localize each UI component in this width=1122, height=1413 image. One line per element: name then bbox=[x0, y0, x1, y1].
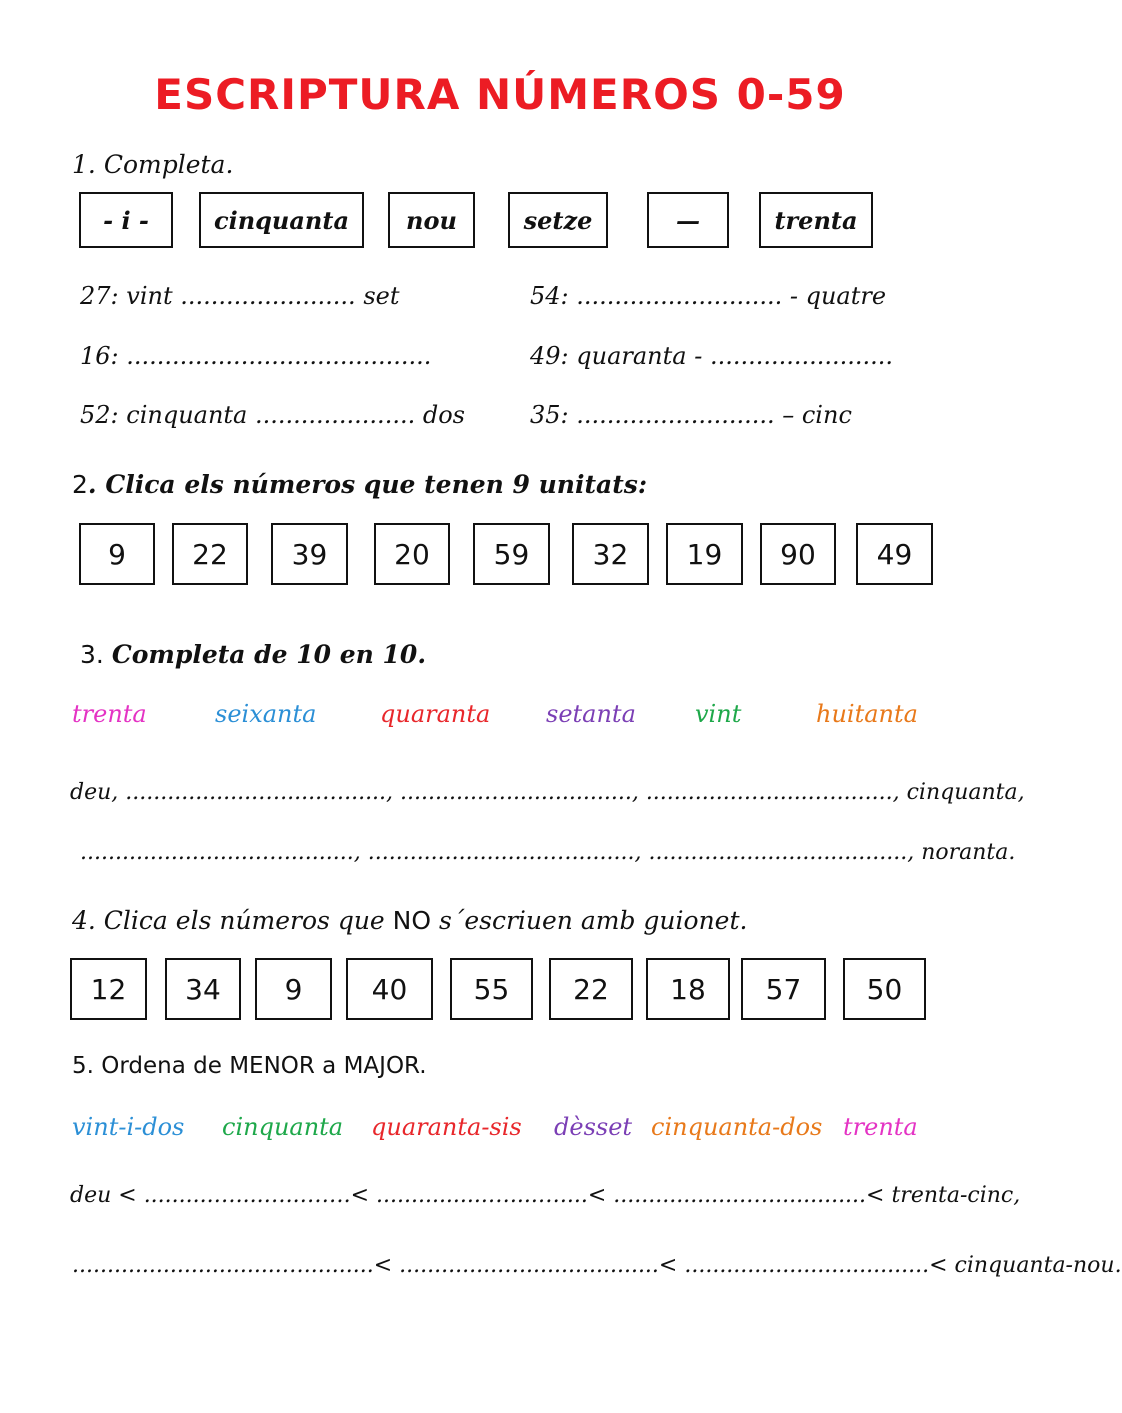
exercise-3-number: 3. bbox=[80, 640, 112, 669]
word-box-i[interactable]: - i - bbox=[79, 192, 173, 248]
exercise-3-label: Completa de 10 en 10. bbox=[111, 640, 427, 669]
number-box-50[interactable]: 50 bbox=[843, 958, 926, 1020]
number-box-39[interactable]: 39 bbox=[271, 523, 348, 585]
tens-sequence-line-2[interactable]: ..........................….........., ..........................…........., ....................................., noranta. bbox=[80, 840, 1016, 865]
order-word-desset[interactable]: dèsset bbox=[554, 1113, 633, 1141]
number-box-9b[interactable]: 9 bbox=[255, 958, 332, 1020]
word-box-setze[interactable]: setze bbox=[508, 192, 608, 248]
tens-word-quaranta[interactable]: quaranta bbox=[380, 700, 491, 728]
word-box-dash[interactable]: — bbox=[647, 192, 729, 248]
number-box-22b[interactable]: 22 bbox=[549, 958, 633, 1020]
tens-word-seixanta[interactable]: seixanta bbox=[215, 700, 317, 728]
exercise-5-heading: 5. Ordena de MENOR a MAJOR. bbox=[72, 1053, 427, 1079]
fill-item-35[interactable]: 35: .......................... – cinc bbox=[530, 401, 852, 429]
tens-sequence-line-1[interactable]: deu, ...................…......…......, ............….................., ..............….......…........, cinquanta, bbox=[70, 780, 1025, 805]
order-word-cinquanta[interactable]: cinquanta bbox=[222, 1113, 344, 1141]
number-box-19[interactable]: 19 bbox=[666, 523, 743, 585]
number-box-57[interactable]: 57 bbox=[741, 958, 826, 1020]
exercise-4-heading bbox=[72, 906, 747, 935]
fill-item-49[interactable]: 49: quaranta - ........................ bbox=[530, 342, 894, 370]
number-box-59[interactable]: 59 bbox=[473, 523, 550, 585]
number-box-55[interactable]: 55 bbox=[450, 958, 533, 1020]
fill-item-16[interactable]: 16: ........................................ bbox=[80, 342, 432, 370]
exercise-3-heading bbox=[80, 640, 426, 669]
exercise-1-label: Completa. bbox=[103, 150, 234, 179]
order-line-2[interactable]: ..............................…..........< ..............…....................< ...................................< cinquanta-nou. bbox=[72, 1253, 1122, 1278]
order-word-cinquanta-dos[interactable]: cinquanta-dos bbox=[651, 1113, 823, 1141]
tens-word-vint[interactable]: vint bbox=[695, 700, 742, 728]
order-line-1[interactable]: deu < ..........…....…..…….< ................…....…....< ...................…..............< trenta-cinc, bbox=[70, 1183, 1021, 1208]
word-box-trenta[interactable]: trenta bbox=[759, 192, 873, 248]
number-box-22[interactable]: 22 bbox=[172, 523, 248, 585]
order-word-trenta[interactable]: trenta bbox=[843, 1113, 918, 1141]
tens-word-huitanta[interactable]: huitanta bbox=[816, 700, 918, 728]
number-box-12[interactable]: 12 bbox=[70, 958, 147, 1020]
number-box-18[interactable]: 18 bbox=[646, 958, 730, 1020]
fill-item-52[interactable]: 52: cinquanta ..................... dos bbox=[80, 401, 465, 429]
number-box-32[interactable]: 32 bbox=[572, 523, 649, 585]
exercise-2-number: 2 bbox=[72, 470, 88, 499]
number-box-49[interactable]: 49 bbox=[856, 523, 933, 585]
exercise-4-label-a: 4. Clica els números que bbox=[72, 906, 393, 935]
exercise-2-heading bbox=[72, 470, 647, 499]
exercise-4-label-no: NO bbox=[392, 906, 432, 935]
exercise-1-number: 1. bbox=[72, 150, 104, 179]
number-box-20[interactable]: 20 bbox=[374, 523, 450, 585]
word-box-nou[interactable]: nou bbox=[388, 192, 475, 248]
number-box-40[interactable]: 40 bbox=[346, 958, 433, 1020]
page-title: ESCRIPTURA NÚMEROS 0-59 bbox=[154, 70, 846, 119]
fill-item-27[interactable]: 27: vint ....................... set bbox=[80, 282, 400, 310]
fill-item-54[interactable]: 54: ........................... - quatre bbox=[530, 282, 887, 310]
number-box-9[interactable]: 9 bbox=[79, 523, 155, 585]
tens-word-trenta[interactable]: trenta bbox=[72, 700, 147, 728]
order-word-vint-i-dos[interactable]: vint-i-dos bbox=[72, 1113, 185, 1141]
exercise-4-label-b: s´escriuen amb guionet. bbox=[431, 906, 748, 935]
order-word-quaranta-sis[interactable]: quaranta-sis bbox=[371, 1113, 522, 1141]
tens-word-setanta[interactable]: setanta bbox=[546, 700, 636, 728]
word-box-cinquanta[interactable]: cinquanta bbox=[199, 192, 364, 248]
number-box-90[interactable]: 90 bbox=[760, 523, 836, 585]
number-box-34[interactable]: 34 bbox=[165, 958, 241, 1020]
exercise-1-heading bbox=[72, 150, 233, 179]
exercise-2-label: . Clica els números que tenen 9 unitats: bbox=[87, 470, 648, 499]
